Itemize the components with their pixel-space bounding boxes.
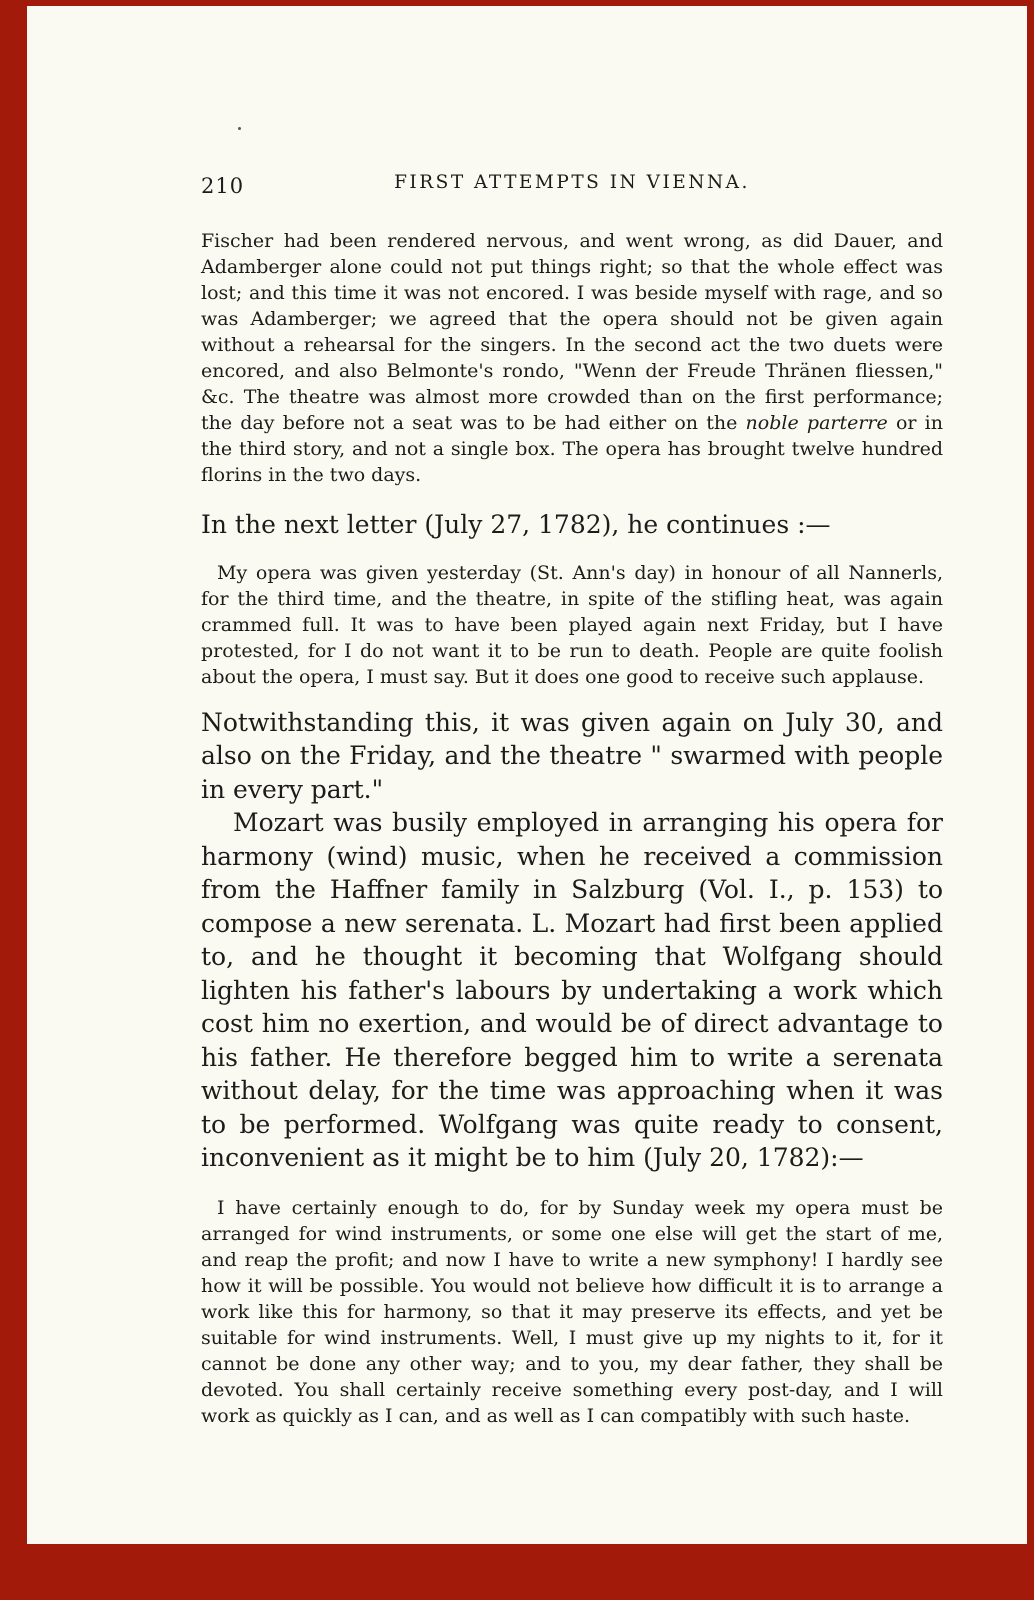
- letter-excerpt-1: [201, 228, 943, 488]
- page-number: 210: [201, 174, 245, 198]
- chapter-running-title: FIRST ATTEMPTS IN VIENNA.: [394, 172, 750, 193]
- running-header: [201, 172, 943, 202]
- letter-excerpt-1-italic: noble parterre: [745, 412, 888, 434]
- scan-border-right: [1027, 0, 1034, 1600]
- scan-border-top: [0, 0, 1034, 6]
- letter-excerpt-3: I have certainly enough to do, for by Sunday week my opera must be arranged for wind instruments, or some one else will get the start of me, and reap the profit; and now I have to write a new symphony! I hardly see how it will be possible. You would not believe how difficult it is to arrange a work like this for harmony, so that it may preserve its effects, and yet be suitable for wind instruments. Well, I must give up my nights to it, for it cannot be done any other way; and to you, my dear father, they shall be devoted. You shall certainly receive something every post-day, and I will work as quickly as I can, and as well as I can compatibly with such haste.: [201, 1196, 943, 1427]
- letter-excerpt-1-text-a: Fischer had been rendered nervous, and went wrong, as did Dauer, and Adamberger alone could not put things right; so that the whole effect was lost; and this time it was not encored. I was beside myself with rage, and so was Adamberger; we agreed that the opera should not be given again without a rehearsal for the singers. In the second act the two duets were encored, and also Belmonte's rondo, "Wenn der Freude Thränen fliessen," &c. The theatre was almost more crowded than on the first performance; the day before not a seat was to be had either on the: [201, 230, 943, 434]
- letter-excerpt-1-text-b: or in the third story, and not a single box. The opera has brought twelve hundred florins in the two days.: [201, 412, 943, 486]
- narration-paragraph-2: Notwithstanding this, it was given again on July 30, and also on the Friday, and the theatre " swarmed with people in every part.": [201, 707, 943, 804]
- scan-speck: [238, 127, 241, 130]
- narration-paragraph-1: In the next letter (July 27, 1782), he continues :—: [201, 510, 831, 539]
- letter-excerpt-2: My opera was given yesterday (St. Ann's day) in honour of all Nannerls, for the third time, and the theatre, in spite of the stifling heat, was again crammed full. It was to have been played again next Friday, but I have protested, for I do not want it to be run to death. People are quite foolish about the opera, I must say. But it does one good to receive such applause.: [201, 561, 943, 688]
- scan-border-bottom: [0, 1544, 1034, 1600]
- scan-border-left: [0, 0, 27, 1600]
- page-content: [201, 172, 943, 1429]
- narration-paragraph-3: Mozart was busily employed in arranging his opera for harmony (wind) music, when he received a commission from the Haffner family in Salzburg (Vol. I., p. 153) to compose a new serenata. L. Mozart had first been applied to, and he thought it becoming that Wolfgang should lighten his father's labours by undertaking a work which cost him no exertion, and would be of direct advantage to his father. He therefore begged him to write a serenata without delay, for the time was approaching when it was to be performed. Wolfgang was quite ready to consent, inconvenient as it might be to him (July 20, 1782):—: [201, 808, 943, 1172]
